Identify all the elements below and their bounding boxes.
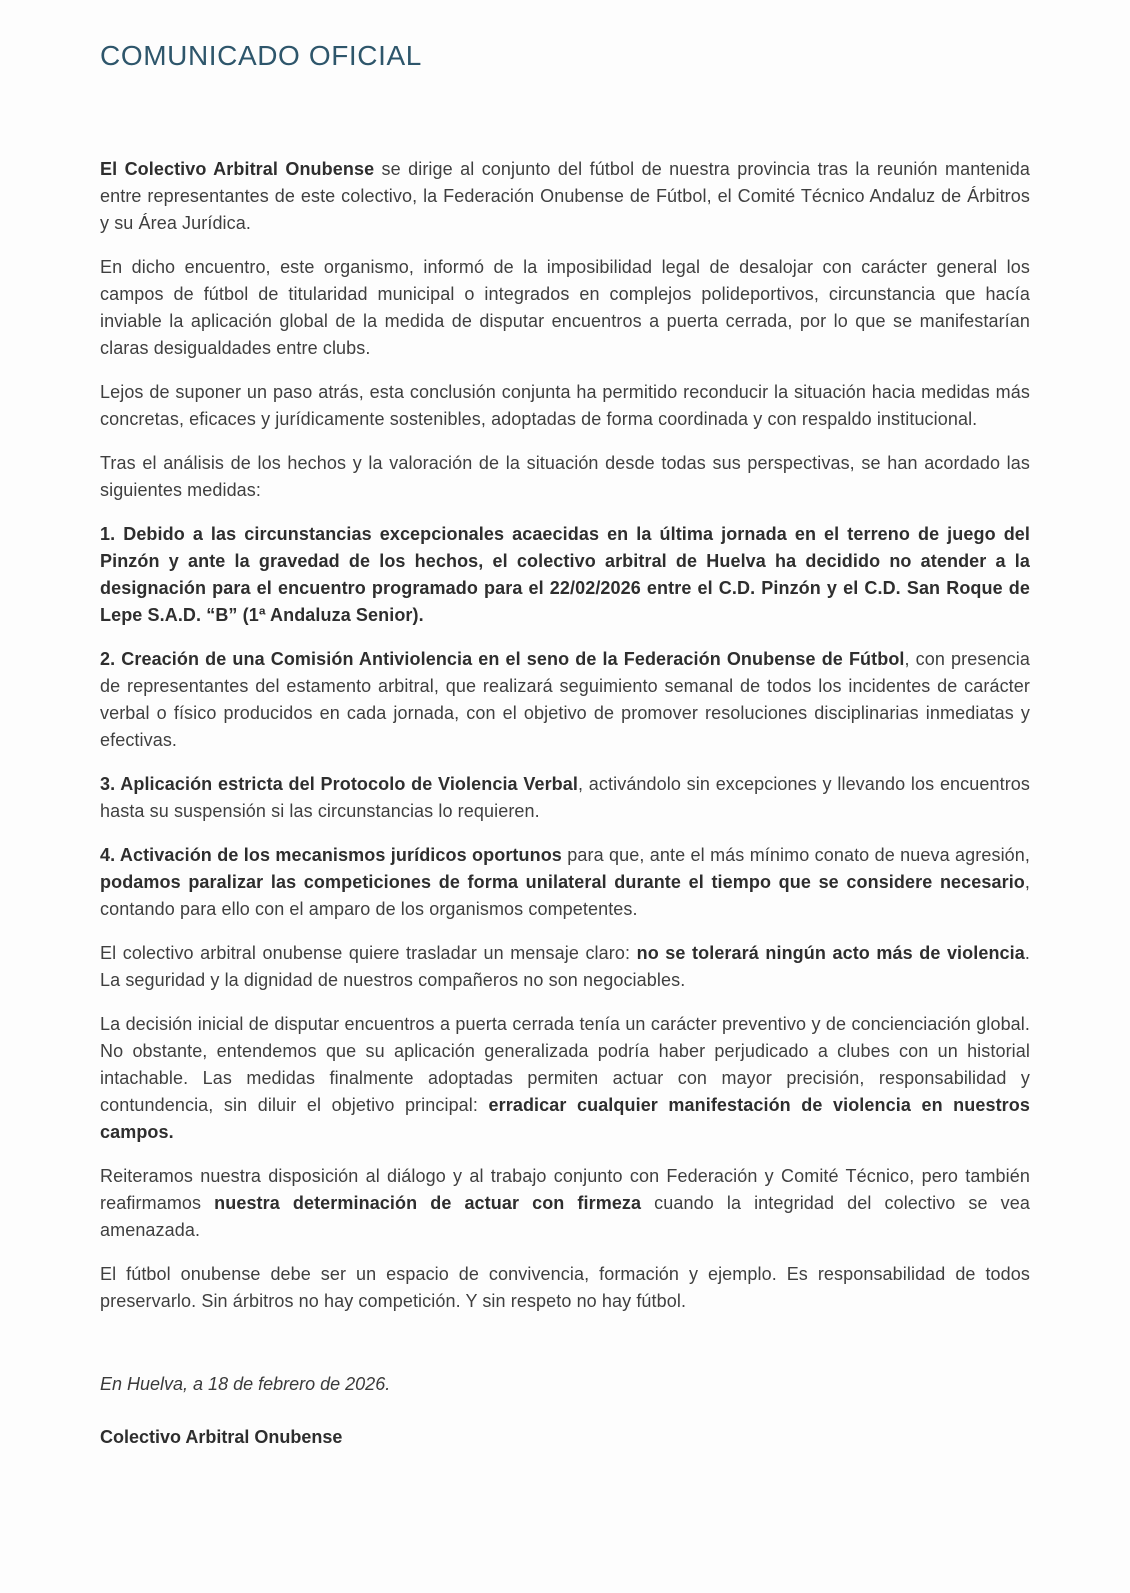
context-paragraph <box>100 254 1030 362</box>
bold-text-segment: erradicar cualquier manifestación de violencia en nuestros campos. <box>100 1095 1030 1142</box>
bold-text-segment: 1. Debido a las circunstancias excepcionales acaecidas en la última jornada en el terreno de juego del Pinzón y ante la gravedad de los hechos, el colectivo arbitral de Huelva ha decidido no atender a la designación para el encuentro programado para el 22/02/2026 entre el C.D. Pinzón y el C.D. San Roque de Lepe S.A.D. “B” (1ª Andaluza Senior). <box>100 524 1030 625</box>
bold-text-segment: podamos paralizar las competiciones de forma unilateral durante el tiempo que se considere necesario <box>100 872 1025 892</box>
rationale-paragraph <box>100 1011 1030 1146</box>
intro-paragraph <box>100 156 1030 237</box>
text-segment: Lejos de suponer un paso atrás, esta conclusión conjunta ha permitido reconducir la situación hacia medidas más concretas, eficaces y jurídicamente sostenibles, adoptadas de forma coordinada y con respaldo institucional. <box>100 382 1030 429</box>
document-title: COMUNICADO OFICIAL <box>100 40 422 71</box>
text-segment: La decisión inicial de disputar encuentros a puerta cerrada tenía un carácter preventivo y de concienciación global. No obstante, entendemos que su aplicación generalizada podría haber perjudicado a clubes con un historial intachable. Las medidas finalmente adoptadas permiten actuar con mayor precisión, responsabilidad y contundencia, sin diluir el objetivo principal: <box>100 1014 1030 1115</box>
conclusion-paragraph <box>100 379 1030 433</box>
text-segment: El colectivo arbitral onubense quiere trasladar un mensaje claro: <box>100 943 637 963</box>
bold-text-segment: 3. Aplicación estricta del Protocolo de Violencia Verbal <box>100 774 578 794</box>
text-segment: . La seguridad y la dignidad de nuestros compañeros no son negociables. <box>100 943 1030 990</box>
measure-1 <box>100 521 1030 629</box>
text-segment: cuando la integridad del colectivo se vea amenazada. <box>100 1193 1030 1240</box>
document-body <box>100 156 1030 1315</box>
measure-4 <box>100 842 1030 923</box>
text-segment: , activándolo sin excepciones y llevando los encuentros hasta su suspensión si las circunstancias lo requieren. <box>100 774 1030 821</box>
bold-text-segment: 4. Activación de los mecanismos jurídicos oportunos <box>100 845 562 865</box>
message-paragraph <box>100 940 1030 994</box>
dialogue-paragraph <box>100 1163 1030 1244</box>
measure-2 <box>100 646 1030 754</box>
bold-text-segment: no se tolerará ningún acto más de violencia <box>636 943 1025 963</box>
bold-text-segment: 2. Creación de una Comisión Antiviolencia en el seno de la Federación Onubense de Fútbol <box>100 649 905 669</box>
measures-intro-paragraph <box>100 450 1030 504</box>
signature-line: Colectivo Arbitral Onubense <box>100 1427 343 1447</box>
text-segment: Tras el análisis de los hechos y la valoración de la situación desde todas sus perspectivas, se han acordado las siguientes medidas: <box>100 453 1030 500</box>
text-segment: para que, ante el más mínimo conato de nueva agresión, <box>561 845 1030 865</box>
text-segment: , contando para ello con el amparo de los organismos competentes. <box>100 872 1030 919</box>
closing-paragraph <box>100 1261 1030 1315</box>
text-segment: Reiteramos nuestra disposición al diálogo y al trabajo conjunto con Federación y Comité Técnico, pero también reafirmamos <box>100 1166 1030 1213</box>
bold-text-segment: nuestra determinación de actuar con firmeza <box>214 1193 642 1213</box>
text-segment: El fútbol onubense debe ser un espacio de convivencia, formación y ejemplo. Es responsabilidad de todos preservarlo. Sin árbitros no hay competición. Y sin respeto no hay fútbol. <box>100 1264 1030 1311</box>
text-segment: En dicho encuentro, este organismo, informó de la imposibilidad legal de desalojar con carácter general los campos de fútbol de titularidad municipal o integrados en complejos polideportivos, circunstancia que hacía inviable la aplicación global de la medida de disputar encuentros a puerta cerrada, por lo que se manifestarían claras desigualdades entre clubs. <box>100 257 1030 358</box>
measure-3 <box>100 771 1030 825</box>
text-segment: , con presencia de representantes del estamento arbitral, que realizará seguimiento semanal de todos los incidentes de carácter verbal o físico producidos en cada jornada, con el objetivo de promover resoluciones disciplinarias inmediatas y efectivas. <box>100 649 1030 750</box>
bold-text-segment: El Colectivo Arbitral Onubense <box>100 159 375 179</box>
text-segment: se dirige al conjunto del fútbol de nuestra provincia tras la reunión mantenida entre representantes de este colectivo, la Federación Onubense de Fútbol, el Comité Técnico Andaluz de Árbitros y su Área Jurídica. <box>100 159 1030 233</box>
date-line: En Huelva, a 18 de febrero de 2026. <box>100 1374 391 1394</box>
